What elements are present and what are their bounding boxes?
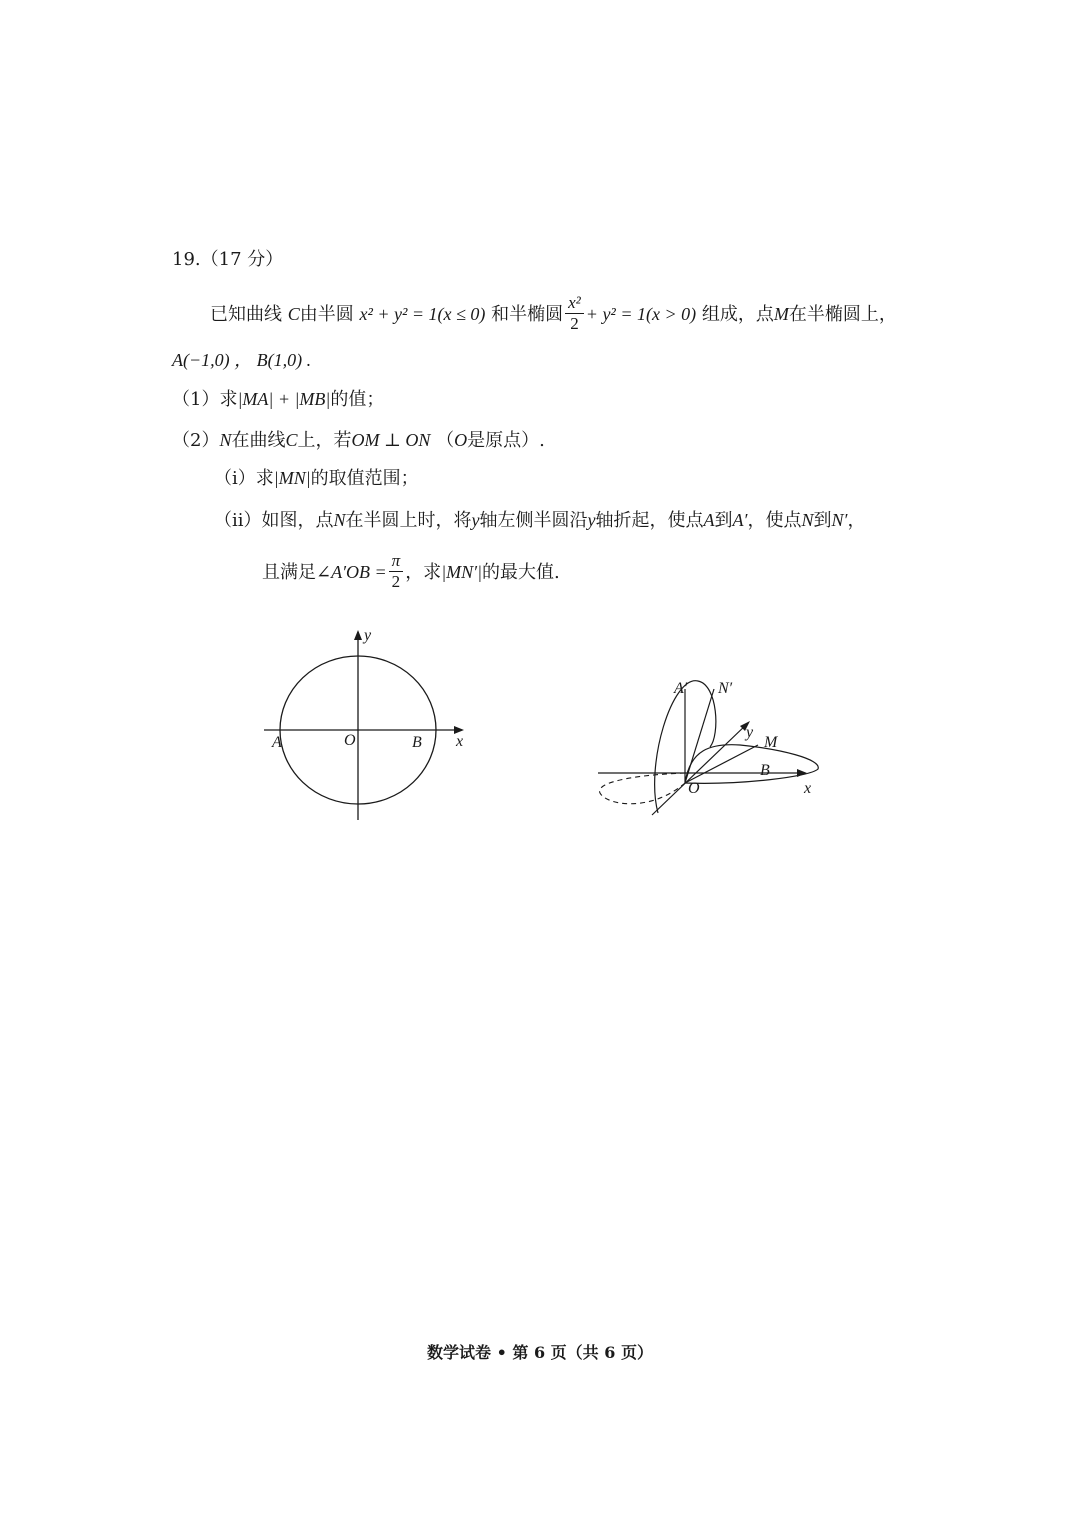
pi-over-2 [389,551,404,592]
fraction-numerator: π [389,551,404,572]
q2-text: 上，若 [297,430,352,451]
problem-number: 19. [172,249,201,270]
fraction-denominator: 2 [570,313,579,333]
intro-text: 组成，点 [701,304,774,325]
qii-text: 轴折起，使点 [595,510,704,531]
label-N-prime: N′ [718,680,733,697]
q1-tail: 的值； [330,389,385,410]
qii-text: 在半圆上时，将 [345,510,472,531]
label-O: O [344,732,356,749]
condition-line [262,552,560,594]
point-N: N [219,430,232,450]
question-2 [172,428,545,453]
condition-text: 的最大值. [482,562,560,583]
y-axis [652,723,748,815]
figure-1-curve [250,620,480,830]
label-y: y [364,627,372,644]
semicircle-equation: x² + y² = 1(x ≤ 0) [359,304,486,324]
mn-prime-expression: |MN′| [441,562,483,582]
axis-y: y [471,510,480,530]
label-A-prime: A′ [674,680,688,697]
x-axis-arrow [797,769,807,777]
qii-text: 到 [714,510,733,531]
qii-text: 到 [813,510,832,531]
q2-text: （ [436,430,455,451]
problem-score: （17 分） [200,249,284,270]
label-B: B [412,734,422,751]
perpendicular-condition: OM ⊥ ON [351,430,431,450]
intro-text: 已知曲线 [210,304,282,325]
qi-tail: 的取值范围； [310,468,419,489]
fraction-denominator: 2 [391,571,401,591]
page-footer: 数学试卷 • 第 6 页（共 6 页） [427,1343,653,1362]
q1-expression: |MA| + |MB| [237,389,331,409]
ellipse-equation: + y² = 1(x > 0) [585,304,697,324]
point-A-prime: A′ [732,510,748,530]
angle-condition: ∠A′OB = [316,562,387,582]
curve-C: C [287,304,300,324]
point-N-prime: N′ [831,510,848,530]
qi-expression: |MN| [273,468,311,488]
label-B: B [760,762,770,779]
condition-text: 且满足 [262,562,316,583]
fraction-numerator: x² [565,293,584,314]
question-2-ii [214,508,865,533]
label-O: O [688,780,700,797]
y-axis-arrow [354,630,362,640]
label-x: x [804,780,812,797]
intro-text: 在半椭圆上， [788,304,897,325]
point-M: M [773,304,789,324]
q2-text: 在曲线 [231,430,286,451]
point-N: N [333,510,346,530]
label-M: M [764,734,778,751]
segment-OM [685,745,758,783]
point-A: A [703,510,715,530]
question-1 [172,387,384,412]
q2-label: （2） [172,430,220,451]
qii-text: ，使点 [747,510,802,531]
question-2-i [214,466,419,491]
intro-text: 和半椭圆 [491,304,564,325]
problem-intro [210,294,897,336]
label-A: A [272,734,282,751]
point-N: N [801,510,814,530]
q1-label: （1）求 [172,389,238,410]
figure-2-folded [590,665,830,830]
original-semicircle-dashed [600,773,685,804]
given-points: A(−1,0) ， B(1,0) . [172,350,312,370]
curve-C: C [285,430,298,450]
qii-text: 轴左侧半圆沿 [479,510,588,531]
label-x: x [456,733,464,750]
qii-text: ， [847,510,866,531]
point-O: O [454,430,468,450]
qii-label: （ii）如图，点 [214,510,334,531]
condition-text: ，求 [405,562,442,583]
ellipse-fraction [565,293,584,334]
qi-label: （i）求 [214,468,274,489]
axis-y: y [587,510,596,530]
problem-header [172,248,283,272]
q2-text: 是原点）. [467,430,545,451]
intro-text: 由半圆 [299,304,354,325]
label-y: y [746,724,754,741]
